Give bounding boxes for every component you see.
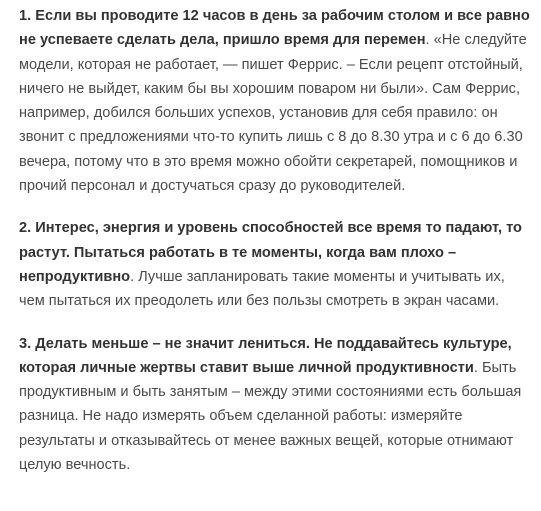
point-1: [19, 4, 531, 198]
point-1-lead: 1. Если вы проводите 12 часов в день за рабочим столом и все равно не успеваете сделать дела, пришло время для перемен: [19, 8, 530, 49]
point-2-body: . Лучше запланировать такие моменты и учитывать их, чем пытаться их преодолеть или без пользы смотреть в экран часами.: [19, 268, 505, 310]
point-3-body: . Быть продуктивным и быть занятым – между этими состояниями есть большая разница. Не надо измерять объем сделанной работы: измеряйте результаты и отказывайтесь от менее важных вещей, которые отнимают целую вечность.: [19, 359, 522, 474]
point-3-lead: 3. Делать меньше – не значит лениться. Не поддавайтесь культуре, которая личные жертвы ставит выше личной продуктивности: [19, 335, 512, 376]
point-2-lead: 2. Интерес, энергия и уровень способностей все время то падают, то растут. Пытаться работать в те моменты, когда вам плохо – непродуктивно: [19, 220, 522, 285]
point-2: [19, 216, 531, 313]
point-1-body: . «Не следуйте модели, которая не работает, — пишет Феррис. – Если рецепт отстойный, ничего не выйдет, каким бы вы хорошим поваром ни были». Сам Феррис, например, добился больших успехов, установив для себя правило: он звонит с предложениями что-то купить лишь с 8 до 8.30 утра и с 6 до 6.30 вечера, потому что в это время можно обойти секретарей, помощников и прочий персонал и достучаться сразу до руководителей.: [19, 32, 527, 195]
point-3: [19, 332, 531, 478]
